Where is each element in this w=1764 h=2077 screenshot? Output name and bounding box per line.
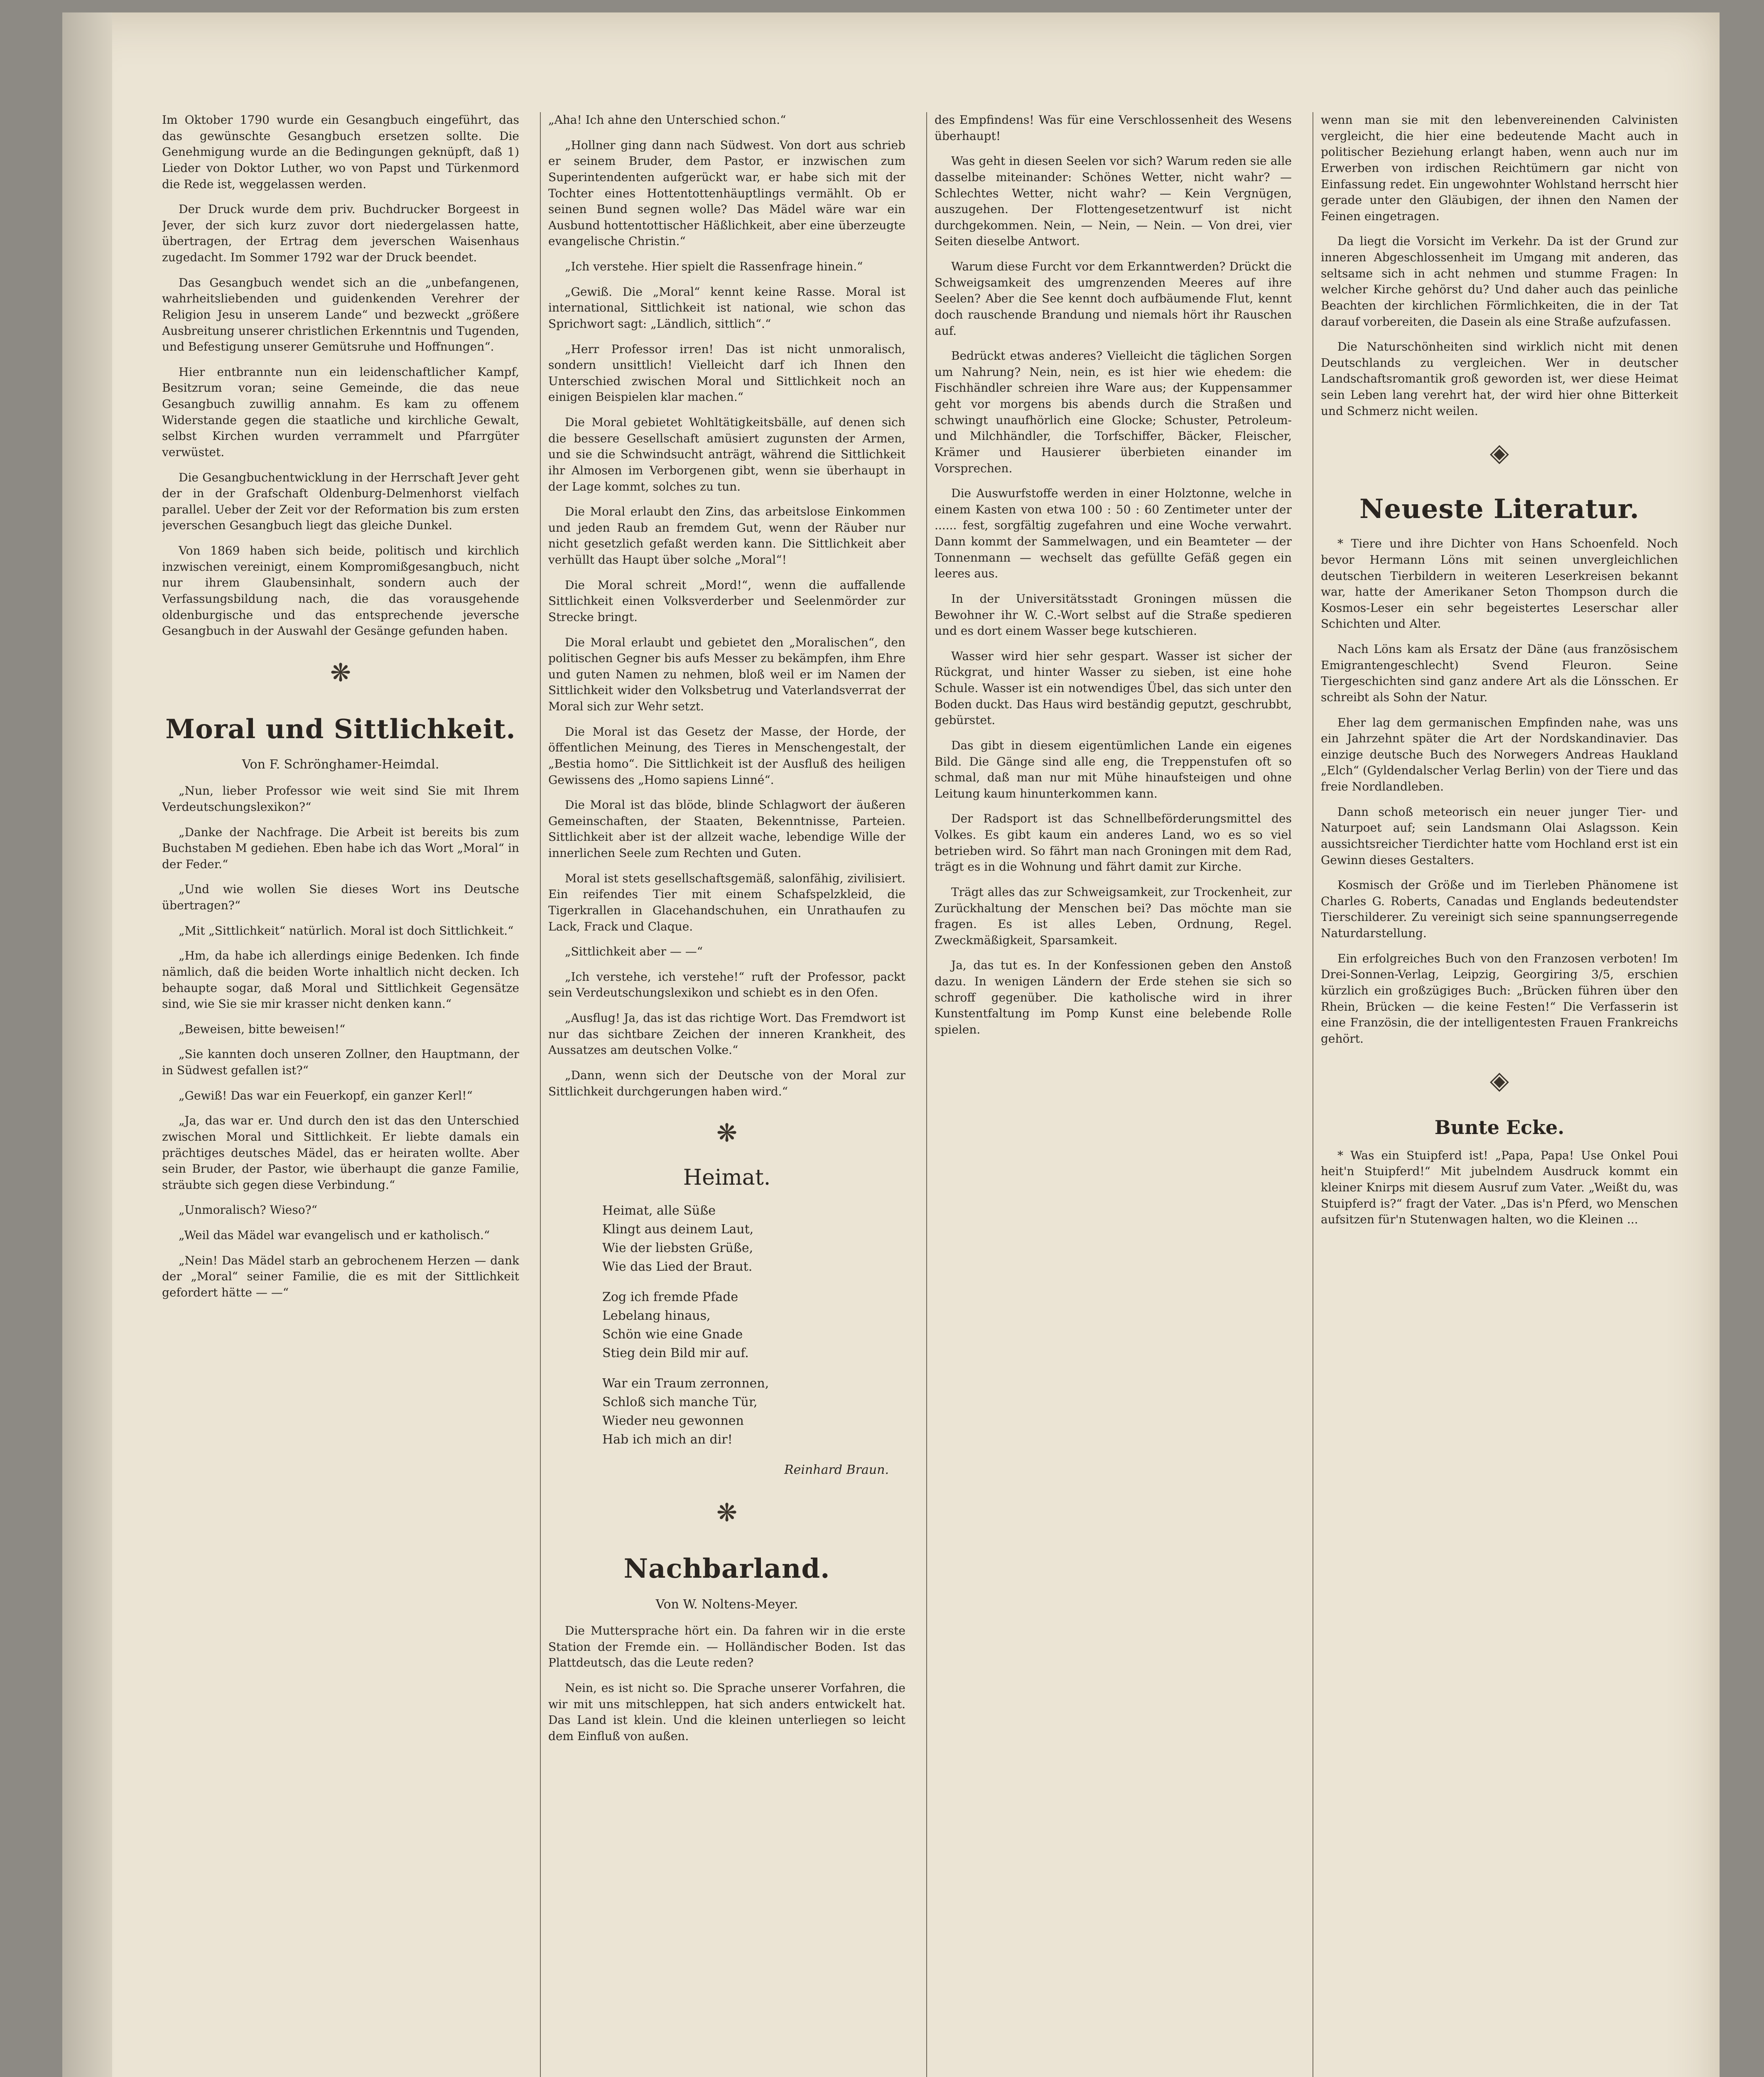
paragraph: „Hollner ging dann nach Südwest. Von dort aus schrieb er seinem Bruder, dem Pastor, er inzwischen zum Superintendenten aufgerückt war, er habe sich mit der Tochter eines Hottentottenhäuptlings vermählt. Ob er seinen Bund segnen wolle? Das Mädel wäre war ein Ausbund hottentottischer Häßlichkeit, aber eine überzeugte evangelische Christin.“ [548,138,905,248]
paragraph: In der Universitätsstadt Groningen müssen die Bewohner ihr W. C.-Wort selbst auf die Straße spedieren und es dort einem Wasser bege kutschieren. [935,592,1292,638]
poem-line: Schloß sich manche Tür, [602,1394,758,1409]
paragraph: Die Moral erlaubt den Zins, das arbeitslose Einkommen und jeden Raub an fremdem Gut, wenn der Räuber nur nicht gesetzlich gefaßt werden kann. Die Sittlichkeit aber verhüllt das Haupt über solche „Moral“! [548,505,905,567]
article-title: Nachbarland. [623,1553,830,1585]
paragraph: „Ausflug! Ja, das ist das richtige Wort. Das Fremdwort ist nur das sichtbare Zeichen der inneren Krankheit, des Aussatzes am deutschen Volke.“ [548,1011,905,1057]
paragraph: „Beweisen, bitte beweisen!“ [179,1022,346,1036]
paragraph: Die Moral ist das Gesetz der Masse, der Horde, der öffentlichen Meinung, des Tieres in Menschengestalt, der „Bestia homo“. Die Sittlichkeit ist der Ausfluß des heiligen Gewissens des „Homo sapiens Linné“. [548,724,905,787]
paragraph: „Mit „Sittlichkeit“ natürlich. Moral ist doch Sittlichkeit.“ [179,923,514,938]
paragraph: Die Moral schreit „Mord!“, wenn die auffallende Sittlichkeit einen Volksverderber und Seelenmörder zur Strecke bringt. [548,578,905,624]
paragraph: Was geht in diesen Seelen vor sich? Warum reden sie alle dasselbe miteinander: Schönes Wetter, nicht wahr? — Schlechtes Wetter, nicht wahr? — Kein Vergnügen, auszugehen. Der Flottengesetzentwurf ist nicht durchgekommen. Nein, — Nein, — Nein. — Von drei, vier Seiten dieselbe Antwort. [935,154,1292,248]
column-3 [935,112,1292,2077]
paragraph: Die Gesangbuchentwicklung in der Herrschaft Jever geht der in der Grafschaft Oldenburg-Delmenhorst vielfach parallel. Ueber der Zeit vor der Reformation bis zum ersten jeverschen Gesangbuch liegt das gleiche Dunkel. [162,470,519,533]
paragraph: Nein, es ist nicht so. Die Sprache unserer Vorfahren, die wir mit uns mitschleppen, hat sich anders entwickelt hat. Das Land ist klein. Und die kleinen unterliegen so leicht dem Einfluß von außen. [548,1681,905,1743]
paragraph: „Ich verstehe, ich verstehe!“ ruft der Professor, packt sein Verdeutschungslexikon und schiebt es in den Ofen. [548,970,905,1000]
paragraph: des Empfindens! Was für eine Verschlossenheit des Wesens überhaupt! [935,113,1292,143]
poem-line: Wieder neu gewonnen [602,1413,744,1428]
paragraph: Der Radsport ist das Schnellbeförderungsmittel des Volkes. Es gibt kaum ein anderes Land, wo es so viel betrieben wird. So fährt man nach Groningen mit dem Rad, trägt es in die Wohnung und fährt damit zur Kirche. [935,812,1292,874]
newspaper-sheet [62,12,1720,2077]
paragraph: „Unmoralisch? Wieso?“ [179,1203,317,1217]
poem-line: Wie das Lied der Braut. [602,1259,753,1274]
newspaper-page [162,112,1699,2077]
poem-stanza [602,1288,905,1363]
paragraph: Eher lag dem germanischen Empfinden nahe, was uns ein Jahrzehnt später die Art der Nordskandinavier. Das einzige deutsche Buch des Norwegers Andreas Haukland „Elch“ (Gyldendalscher Verlag Berlin) von der Tiere und das freie Nordlandleben. [1321,715,1678,794]
column-1 [162,112,519,2077]
paragraph: „Gewiß. Die „Moral“ kennt keine Rasse. Moral ist international, Sittlichkeit ist national, wie schon das Sprichwort sagt: „Ländlich, sittlich“.“ [548,285,905,331]
poem-line: Klingt aus deinem Laut, [602,1222,754,1237]
paragraph: „Danke der Nachfrage. Die Arbeit ist bereits bis zum Buchstaben M gediehen. Eben habe ich das Wort „Moral“ in der Feder.“ [162,825,519,871]
paragraph: „Gewiß! Das war ein Feuerkopf, ein ganzer Kerl!“ [179,1088,473,1102]
paragraph: Ja, das tut es. In der Konfessionen geben den Anstoß dazu. In wenigen Ländern der Erde stehen sie sich so schroff gegenüber. Die katholische wird in ihrer Kunstentfaltung im Pomp Kunst eine belebende Rolle spielen. [935,958,1292,1036]
article-byline: Von F. Schrönghamer-Heimdal. [242,757,439,772]
poem [602,1201,905,1479]
paragraph: wenn man sie mit den lebenvereinenden Calvinisten vergleicht, die hier eine bedeutende Macht auch in politischer Beziehung erlangt haben, wenn auch nur im Erwerben von irdischen Reichtümern gar nicht von Einfassung redet. Ein ungewohnter Wohlstand herrscht hier gerade unter den Gläubigen, der ihnen den Namen der Feinen eingetragen. [1321,113,1678,223]
paragraph: Bedrückt etwas anderes? Vielleicht die täglichen Sorgen um Nahrung? Nein, nein, es ist hier wie ehedem: die Fischhändler schreien ihre Ware aus; der Kuppensammer geht vor morgens bis abends durch die Straßen und schwingt unaufhörlich eine Glocke; Schuster, Petroleum- und Milchhändler, die Torfschiffer, Bäcker, Fleischer, Krämer und Hausierer überbieten einander im Vorsprechen. [935,349,1292,475]
poem-author: Reinhard Braun. [784,1462,889,1477]
poem-line: Heimat, alle Süße [602,1203,716,1218]
paragraph: Die Moral ist das blöde, blinde Schlagwort der äußeren Gemeinschaften, der Staaten, Bekenntnisse, Parteien. Sittlichkeit aber ist der allzeit wache, lebendige Wille der innerlichen Seele zum Rechten und Guten. [548,798,905,860]
paragraph: Das Gesangbuch wendet sich an die „unbefangenen, wahrheitsliebenden und guidenkenden Verehrer der Religion Jesu in unserem Lande“ und bezweckt „größere Ausbreitung unserer christlichen Erkenntnis und Tugenden, und Befestigung unserer Gemütsruhe und Hoffnungen“. [162,275,519,354]
paragraph: Trägt alles das zur Schweigsamkeit, zur Trockenheit, zur Zurückhaltung der Menschen bei? Das möchte man sie fragen. Es ist alles Leben, Ordnung, Regel. Zweckmäßigkeit, Sparsamkeit. [935,885,1292,947]
asterisk-ornament-icon: ❋ [716,1498,738,1527]
paragraph: Die Naturschönheiten sind wirklich nicht mit denen Deutschlands zu vergleichen. Wer in deutscher Landschaftsromantik groß geworden ist, wer diese Heimat sein Leben lang verehrt hat, der wird hier ohne Bitterkeit und Schmerz nicht weilen. [1321,340,1678,418]
paragraph: Hier entbrannte nun ein leidenschaftlicher Kampf, Besitzrum voran; seine Gemeinde, die das neue Gesangbuch zuwillig annahm. Es kam zu offenem Widerstande gegen die staatliche und kirchliche Gewalt, selbst Kirchen wurden verrammelt und Pfarrgüter verwüstet. [162,365,519,459]
article-title: Moral und Sittlichkeit. [165,713,516,745]
poem-line: Stieg dein Bild mir auf. [602,1345,749,1360]
paragraph: Die Moral erlaubt und gebietet den „Moralischen“, den politischen Gegner bis aufs Messer zu bekämpfen, ihm Ehre und guten Namen zu nehmen, bloß weil er im Namen der Sittlichkeit wider den Volksbetrug und Vaterlandsverrat der Moral sich zur Wehr setzt. [548,635,905,713]
poem-line: Lebelang hinaus, [602,1308,711,1323]
poem-title: Heimat. [683,1165,771,1190]
paragraph: Dann schoß meteorisch ein neuer junger Tier- und Naturpoet auf; sein Landsmann Olai Aslagsson. Kein aussichtsreicher Tierdichter hatte vom Hochland erst ist ein Gewinn dieses Gestalters. [1321,805,1678,867]
section-title: Bunte Ecke. [1434,1116,1565,1139]
poem-stanza [602,1201,905,1276]
paragraph: Kosmisch der Größe und im Tierleben Phänomene ist Charles G. Roberts, Canadas und Englands bedeutendster Tierschilderer. Zu vereinigt sich seine spannungserregende Naturdarstellung. [1321,878,1678,940]
diamond-ornament-icon: ◈ [1489,438,1509,468]
paragraph: „Herr Professor irren! Das ist nicht unmoralisch, sondern unsittlich! Vielleicht darf ich Ihnen den Unterschied zwischen Moral und Sittlichkeit noch an einigen Beispielen klar machen.“ [548,342,905,404]
paragraph: „Hm, da habe ich allerdings einige Bedenken. Ich finde nämlich, daß die beiden Worte inhaltlich nicht decken. Ich behaupte sogar, daß Moral und Sittlichkeit Gegensätze sind, wie Sie sie mir krasser nicht denken kann.“ [162,949,519,1011]
poem-line: Schön wie eine Gnade [602,1327,743,1342]
paragraph: Ein erfolgreiches Buch von den Franzosen verboten! Im Drei-Sonnen-Verlag, Leipzig, Georgiring 3/5, erschien kürzlich ein großzügiges Buch: „Brücken führen über den Rhein, Brücken — die keine Festen!“ Die Verfasserin ist eine Französin, die der intelligentesten Frauen Frankreichs gehört. [1321,951,1678,1046]
column-rule [540,112,541,2077]
poem-line: Hab ich mich an dir! [602,1432,733,1447]
section-title: Neueste Literatur. [1359,493,1640,525]
paragraph: Die Moral gebietet Wohltätigkeitsbälle, auf denen sich die bessere Gesellschaft amüsiert zugunsten der Armen, und sie die Schwindsucht anträgt, während die Sittlichkeit ihr Almosen im Verborgenen gibt, wenn sie überhaupt in der Lage kommt, solches zu tun. [548,415,905,493]
paragraph: „Ja, das war er. Und durch den ist das den Unterschied zwischen Moral und Sittlichkeit. Er liebte damals ein prächtiges deutsches Mädel, das er heiraten wollte. Aber sein Bruder, der Pastor, wie überhaupt die ganze Familie, sträubte sich gegen diese Verbindung.“ [162,1114,519,1192]
paragraph: „Sie kannten doch unseren Zollner, den Hauptmann, der in Südwest gefallen ist?“ [162,1047,519,1077]
paragraph: „Aha! Ich ahne den Unterschied schon.“ [548,113,786,127]
paragraph: Da liegt die Vorsicht im Verkehr. Da ist der Grund zur inneren Abgeschlossenheit im Umgang mit anderen, das seltsame sich in acht nehmen und stumme Fragen: In welcher Kirche gehörst du? Und daher auch das peinliche Beachten der kirchlichen Förmlichkeiten, die in der Tat darauf vorbereiten, die Dasein als eine Straße aufzufassen. [1321,234,1678,329]
paragraph: „Nein! Das Mädel starb an gebrochenem Herzen — dank der „Moral“ seiner Familie, die es mit der Sittlichkeit gefordert hätte — —“ [162,1253,519,1299]
paragraph: „Ich verstehe. Hier spielt die Rassenfrage hinein.“ [565,260,863,273]
paragraph: * Was ein Stuipferd ist! „Papa, Papa! Use Onkel Poui heit'n Stuipferd!“ Mit jubelndem Ausdruck kommt ein kleiner Knirps mit diesem Ausruf zum Vater. „Weißt du, was Stuipferd is?“ fragt der Vater. „Das is'n Pferd, wo Menschen aufsitzen für'n Stutenwagen halten, wo die Kleinen ... [1321,1148,1678,1227]
paragraph: „Nun, lieber Professor wie weit sind Sie mit Ihrem Verdeutschungslexikon?“ [162,784,519,814]
paragraph: Moral ist stets gesellschaftsgemäß, salonfähig, zivilisiert. Ein reifendes Tier mit einem Schafspelzkleid, die Tigerkrallen in Glacehandschuhen, ein Unrathaufen zu Lack, Frack und Claque. [548,871,905,933]
diamond-ornament-icon: ◈ [1489,1066,1509,1095]
paragraph: Wasser wird hier sehr gespart. Wasser ist sicher der Rückgrat, und hinter Wasser zu sieben, ist eine hohe Schule. Wasser ist ein notwendiges Übel, das sich unter den Boden duckt. Das Haus wird beständig geputzt, geschrubbt, gebürstet. [935,649,1292,727]
column-4 [1321,112,1678,2077]
paragraph: Das gibt in diesem eigentümlichen Lande ein eigenes Bild. Die Gänge sind alle eng, die Treppenstufen oft so schmal, daß man nur mit Mühe hinaufsteigen und ohne Leitung kaum hinunterkommen kann. [935,738,1292,800]
asterisk-ornament-icon: ❋ [716,1119,738,1148]
paragraph: Der Druck wurde dem priv. Buchdrucker Borgeest in Jever, der sich kurz zuvor dort niedergelassen hatte, übertragen, der Ertrag dem jeverschen Waisenhaus zugedacht. Im Sommer 1792 war der Druck beendet. [162,202,519,264]
paragraph: Warum diese Furcht vor dem Erkanntwerden? Drückt die Schweigsamkeit des umgrenzenden Meeres auf ihre Seelen? Aber die See kennt doch aufbäumende Flut, kennt doch rauschende Brandung und niemals hört ihr Rauschen auf. [935,260,1292,338]
paragraph: Nach Löns kam als Ersatz der Däne (aus französischem Emigrantengeschlecht) Svend Fleuron. Seine Tiergeschichten sind ganz andere Art als die Lönsschen. Er schreibt als Sohn der Natur. [1321,642,1678,704]
article-byline: Von W. Noltens-Meyer. [655,1597,798,1612]
paragraph: „Sittlichkeit aber — —“ [565,945,703,959]
poem-stanza [602,1374,905,1449]
paragraph: Die Muttersprache hört ein. Da fahren wir in die erste Station der Fremde ein. — Holländischer Boden. Ist das Plattdeutsch, das die Leute reden? [548,1624,905,1670]
column-2 [548,112,905,2077]
paragraph: „Weil das Mädel war evangelisch und er katholisch.“ [179,1228,490,1242]
paragraph: * Tiere und ihre Dichter von Hans Schoenfeld. Noch bevor Hermann Löns mit seinen unvergleichlichen deutschen Tierbildern in weiteren Leserkreisen bekannt war, hatte der Amerikaner Seton Thompson durch die Kosmos-Leser ein sehr begeistertes Leserschar aller Schichten und Alter. [1321,537,1678,631]
poem-line: Zog ich fremde Pfade [602,1289,738,1304]
paragraph: Die Auswurfstoffe werden in einer Holztonne, welche in einem Kasten von etwa 100 : 50 : 60 Zentimeter unter der ...... fest, sorgfältig zugefahren und eine Woche verwahrt. Dann kommt der Sammelwagen, und ein Beamteter — der Tonnenmann — wechselt das gefüllte Gefäß gegen ein leeres aus. [935,486,1292,581]
asterisk-ornament-icon: ❋ [330,658,351,687]
poem-line: War ein Traum zerronnen, [602,1376,769,1391]
paragraph: „Dann, wenn sich der Deutsche von der Moral zur Sittlichkeit durchgerungen haben wird.“ [548,1068,905,1098]
paragraph: Im Oktober 1790 wurde ein Gesangbuch eingeführt, das das gewünschte Gesangbuch ersetzen sollte. Die Genehmigung wurde an die Bedingungen geknüpft, daß 1) Lieder von Doktor Luther, wo von Papst und Türkenmord die Rede ist, weggelassen werden. [162,113,519,191]
column-rule [926,112,927,2077]
paragraph: „Und wie wollen Sie dieses Wort ins Deutsche übertragen?“ [162,882,519,912]
poem-line: Wie der liebsten Grüße, [602,1240,753,1255]
binding-edge [62,12,112,2077]
paragraph: Von 1869 haben sich beide, politisch und kirchlich inzwischen vereinigt, einem Kompromißgesangbuch, nicht nur ihrem Glaubensinhalt, sondern auch der Verfassungsbildung nach, die das vorausgehende oldenburgische und das entsprechende jeversche Gesangbuch in der Auswahl der Gesänge gefunden haben. [162,544,519,638]
